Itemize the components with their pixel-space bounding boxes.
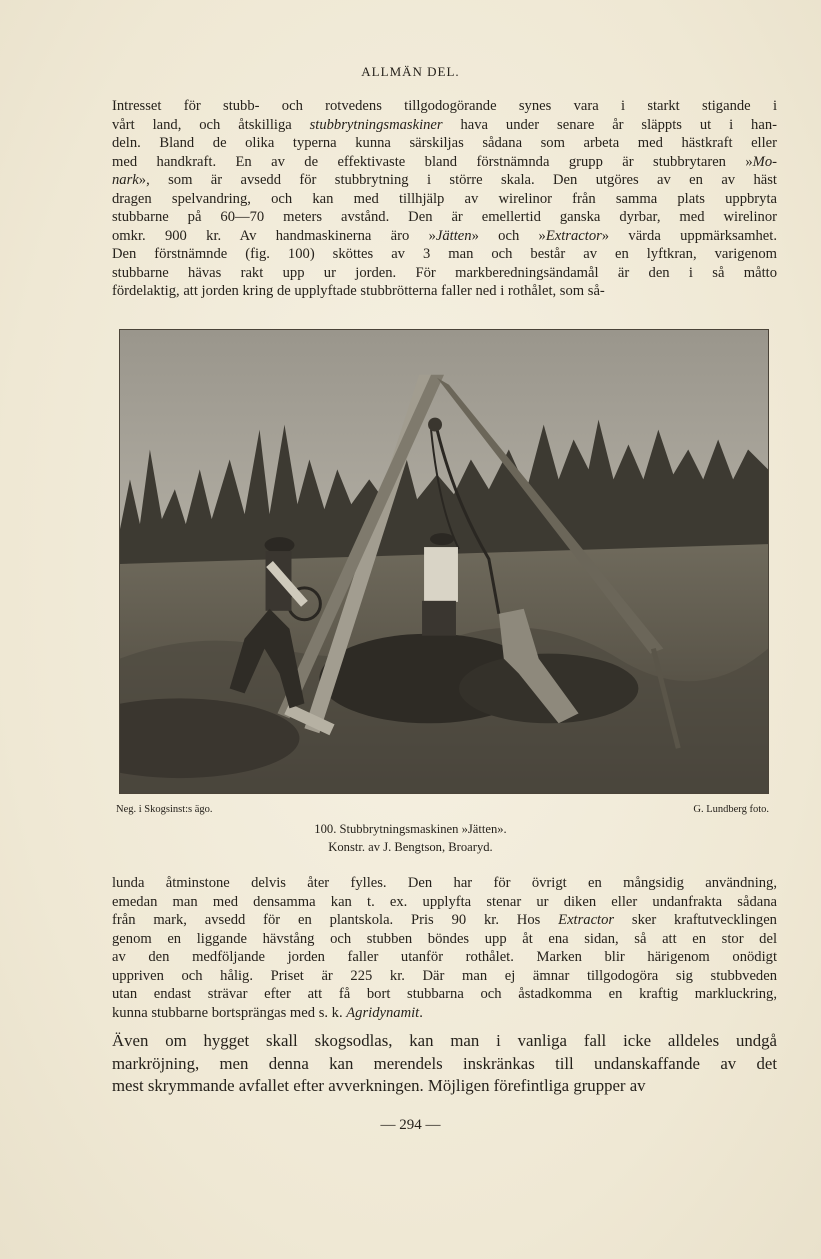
text-line: Den förstnämnde (fig. 100) sköttes av 3 man och består av en lyftkran, varigenom bbox=[112, 246, 777, 262]
text-line: stubbarne på 60—70 meters avstånd. Den är emellertid ganska dyrbar, med wirelinor bbox=[112, 209, 777, 225]
text-line: Även om hygget skall skogsodlas, kan man i vanliga fall icke alldeles undgå bbox=[112, 1031, 777, 1050]
paragraph-continued bbox=[112, 874, 777, 1022]
text-line: emedan man med densamma kan t. ex. upplyfta stenar ur diken eller undanfrakta sådana bbox=[112, 893, 777, 910]
text-line: genom en liggande hävstång och stubben böndes upp åt ena sidan, så att en stor del bbox=[112, 930, 777, 947]
text-line: nark», som är avsedd för stubbrytning i större skala. Den utgöres av en av häst bbox=[112, 172, 777, 188]
text-line: uppriven och hålig. Priset är 225 kr. Där man ej ämnar tillgodogöra sig stubbveden bbox=[112, 967, 777, 984]
text-line: kunna stubbarne bortsprängas med s. k. Agridynamit. bbox=[112, 1004, 423, 1021]
running-header: ALLMÄN DEL. bbox=[361, 64, 460, 79]
caption-constructor: Konstr. av J. Bengtson, Broaryd. bbox=[328, 840, 493, 854]
text-line: av den medföljande jorden faller utanför rothålet. Marken blir härigenom onödigt bbox=[112, 949, 777, 965]
photographer-credit: G. Lundberg foto. bbox=[693, 804, 769, 815]
text-line: dragen spelvandring, och kan med tillhjälp av wirelinor från samma plats uppbryta bbox=[112, 190, 777, 207]
paragraph-intro bbox=[112, 97, 777, 301]
text-line: deln. Bland de olika typerna kunna särskiljas sådana som arbeta med hästkraft eller bbox=[112, 135, 777, 151]
negative-credit: Neg. i Skogsinst:s ägo. bbox=[116, 804, 213, 815]
text-line: fördelaktig, att jorden kring de upplyftade stubbrötterna faller ned i rothålet, som så- bbox=[112, 283, 605, 299]
page-number: — 294 — bbox=[380, 1117, 441, 1133]
text-line: omkr. 900 kr. Av handmaskinerna äro »Jätten» och »Extractor» värda uppmärksamhet. bbox=[112, 227, 777, 244]
text-line: lunda åtminstone delvis åter fylles. Den har för övrigt en mångsidig användning, bbox=[112, 875, 777, 891]
text-line: Intresset för stubb- och rotvedens tillgodogörande synes vara i starkt stigande i bbox=[112, 98, 777, 114]
stump-puller-photo bbox=[120, 330, 768, 793]
caption-title: 100. Stubbrytningsmaskinen »Jätten». bbox=[314, 822, 507, 836]
text-line: utan endast strävar efter att få bort stubbarna och åstadkomma en kraftig markluckring, bbox=[112, 986, 777, 1002]
text-line: med handkraft. En av de effektivaste bland förstnämnda grupp är stubbrytaren »Mo- bbox=[112, 153, 777, 170]
text-line: markröjning, men denna kan merendels inskränkas till undanskaffande av det bbox=[112, 1053, 777, 1073]
paragraph-clearing bbox=[112, 1030, 777, 1098]
figure-caption bbox=[0, 820, 821, 856]
text-line: vårt land, och åtskilliga stubbrytningsmaskiner hava under senare år släppts ut i han- bbox=[112, 116, 777, 133]
text-line: stubbarne hävas rakt upp ur jorden. För markberedningsändamål är den i så måtto bbox=[112, 264, 777, 281]
text-line: från mark, avsedd för en plantskola. Pris 90 kr. Hos Extractor sker kraftutvecklingen bbox=[112, 912, 777, 928]
figure-photograph bbox=[119, 329, 769, 794]
text-line: mest skrymmande avfallet efter avverkningen. Möjligen förefintliga grupper av bbox=[112, 1076, 646, 1095]
